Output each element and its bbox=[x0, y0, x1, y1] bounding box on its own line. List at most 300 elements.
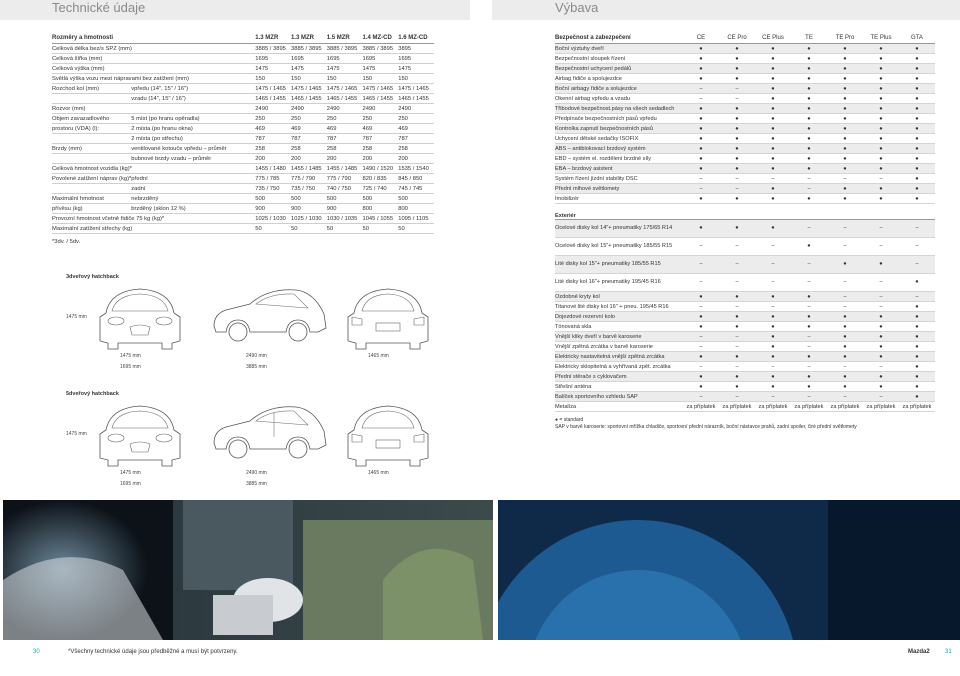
spec-value: 50 bbox=[362, 224, 398, 234]
legend-standard: ● = standard bbox=[555, 417, 584, 423]
feature-row bbox=[555, 220, 935, 238]
feature-value: – bbox=[827, 392, 863, 402]
feature-value: ● bbox=[899, 74, 935, 84]
feature-value: ● bbox=[899, 124, 935, 134]
feature-value: – bbox=[827, 292, 863, 302]
spec-label: Objem zavazadlového bbox=[52, 114, 131, 124]
feature-label: Lité disky kol 16"+ pneumatiky 195/45 R16 bbox=[555, 274, 683, 292]
spec-value: 258 bbox=[362, 144, 398, 154]
feature-value: – bbox=[683, 94, 719, 104]
feature-value: ● bbox=[719, 104, 755, 114]
feature-value: – bbox=[863, 292, 899, 302]
feature-value: ● bbox=[791, 312, 827, 322]
feature-value: ● bbox=[791, 292, 827, 302]
feature-value: ● bbox=[827, 124, 863, 134]
spec-value: 3885 / 3895 bbox=[255, 44, 291, 54]
feature-value: za příplatek bbox=[755, 402, 791, 412]
feature-row bbox=[555, 44, 935, 54]
dim-rear-track: 1465 mm bbox=[368, 353, 389, 359]
header-title-right: Výbava bbox=[555, 0, 599, 15]
spec-value: 1025 / 1030 bbox=[291, 214, 327, 224]
feature-value: ● bbox=[791, 94, 827, 104]
feature-value: ● bbox=[899, 392, 935, 402]
feature-label: Boční airbagy řidiče a solujezdce bbox=[555, 84, 683, 94]
feature-row bbox=[555, 54, 935, 64]
spec-value: 150 bbox=[291, 74, 327, 84]
feature-label: Balíček sportovního vzhledu SAP bbox=[555, 392, 683, 402]
section-header-equipment bbox=[492, 0, 960, 20]
feature-value: – bbox=[827, 302, 863, 312]
spec-label: Rozchod kol (mm) bbox=[52, 84, 131, 94]
legend-sap: SAP v barvě karoserie: sportovní mřížka chladiče, sportovní přední nárazník, boční nástavce prahů, zadní spoiler, čiré přední světlomety bbox=[555, 424, 857, 430]
feature-value: – bbox=[791, 184, 827, 194]
feature-value: ● bbox=[755, 352, 791, 362]
spec-value: 258 bbox=[255, 144, 291, 154]
feature-value: ● bbox=[827, 144, 863, 154]
feature-value: – bbox=[863, 302, 899, 312]
feature-value: ● bbox=[683, 104, 719, 114]
feature-label: Systém řízení jízdní stability DSC bbox=[555, 174, 683, 184]
spec-value: 469 bbox=[362, 124, 398, 134]
feature-value: ● bbox=[863, 184, 899, 194]
dim-length: 3885 mm bbox=[246, 481, 267, 487]
feature-value: ● bbox=[755, 164, 791, 174]
feature-value: ● bbox=[719, 134, 755, 144]
feature-value: ● bbox=[683, 164, 719, 174]
feature-value: ● bbox=[683, 64, 719, 74]
feature-value: ● bbox=[863, 94, 899, 104]
photo-cars-night bbox=[3, 500, 493, 640]
feature-value: ● bbox=[683, 382, 719, 392]
spec-sublabel: 5 míst (po hranu opěradla) bbox=[131, 114, 255, 124]
feature-value: ● bbox=[899, 362, 935, 372]
spec-value: 150 bbox=[362, 74, 398, 84]
feature-value: – bbox=[719, 342, 755, 352]
feature-value: ● bbox=[899, 144, 935, 154]
feature-value: za příplatek bbox=[791, 402, 827, 412]
spec-value: 725 / 740 bbox=[362, 184, 398, 194]
spec-value: 1465 / 1455 bbox=[291, 94, 327, 104]
feature-value: ● bbox=[683, 372, 719, 382]
feature-value: ● bbox=[863, 382, 899, 392]
feature-value: – bbox=[683, 342, 719, 352]
feature-label: Boční výztuhy dveří bbox=[555, 44, 683, 54]
features-table bbox=[555, 33, 935, 412]
feature-value: ● bbox=[791, 44, 827, 54]
feature-row bbox=[555, 194, 935, 204]
spec-value: 150 bbox=[398, 74, 434, 84]
feature-row bbox=[555, 144, 935, 154]
feature-value: – bbox=[899, 256, 935, 274]
spec-value: 2490 bbox=[291, 104, 327, 114]
dim-height: 1475 mm bbox=[66, 431, 87, 437]
spec-value: 500 bbox=[291, 194, 327, 204]
feature-value: ● bbox=[827, 164, 863, 174]
feature-row bbox=[555, 332, 935, 342]
feature-value: – bbox=[791, 392, 827, 402]
spec-value: 258 bbox=[291, 144, 327, 154]
feature-value: ● bbox=[755, 342, 791, 352]
spec-sublabel: ventilované kotouče vpředu – průměr bbox=[131, 144, 255, 154]
feature-value: ● bbox=[899, 382, 935, 392]
spec-value: 820 / 835 bbox=[362, 174, 398, 184]
feature-label: Vnější zpětná zrcátka v barvě karoserie bbox=[555, 342, 683, 352]
spec-value: 2490 bbox=[255, 104, 291, 114]
dim-front-track: 1475 mm bbox=[120, 470, 141, 476]
feature-value: ● bbox=[755, 194, 791, 204]
feature-row bbox=[555, 392, 935, 402]
feature-label: Ocelové disky kol 14"+ pneumatiky 175/65 R14 bbox=[555, 220, 683, 238]
spec-sublabel: 2 místa (po střechu) bbox=[131, 134, 255, 144]
feature-value: – bbox=[899, 220, 935, 238]
spec-label: Maximální zatížení střechy (kg) bbox=[52, 224, 255, 234]
feature-label: Ozdobné kryty kol bbox=[555, 292, 683, 302]
feature-value: ● bbox=[755, 382, 791, 392]
spec-label bbox=[52, 184, 131, 194]
spec-value: 775 / 785 bbox=[255, 174, 291, 184]
feature-value: ● bbox=[863, 84, 899, 94]
spec-value: 1490 / 1520 bbox=[362, 164, 398, 174]
feature-label: Dojezdové rezervní kolo bbox=[555, 312, 683, 322]
feature-value: ● bbox=[683, 74, 719, 84]
spec-value: 1475 / 1465 bbox=[362, 84, 398, 94]
dim-wheelbase: 2490 mm bbox=[246, 470, 267, 476]
feature-value: ● bbox=[683, 44, 719, 54]
feature-value: ● bbox=[827, 84, 863, 94]
feature-label: Tónovaná skla bbox=[555, 322, 683, 332]
spec-value: 1455 / 1485 bbox=[327, 164, 363, 174]
spec-value: 200 bbox=[291, 154, 327, 164]
feature-value: ● bbox=[683, 194, 719, 204]
feature-value: – bbox=[791, 174, 827, 184]
feature-value: – bbox=[683, 362, 719, 372]
feature-value: – bbox=[683, 238, 719, 256]
feature-row bbox=[555, 114, 935, 124]
feature-value: – bbox=[827, 220, 863, 238]
spec-value: 787 bbox=[398, 134, 434, 144]
feature-value: – bbox=[755, 174, 791, 184]
feature-value: ● bbox=[755, 84, 791, 94]
spec-row bbox=[52, 144, 434, 154]
spec-value: 1465 / 1455 bbox=[327, 94, 363, 104]
photo-blue-light bbox=[498, 500, 960, 640]
feature-value: ● bbox=[755, 154, 791, 164]
spec-sublabel: zadní bbox=[131, 184, 255, 194]
spec-value: 500 bbox=[255, 194, 291, 204]
spec-label bbox=[52, 134, 131, 144]
spec-value: 787 bbox=[327, 134, 363, 144]
spec-value: 735 / 750 bbox=[255, 184, 291, 194]
features-title: Bezpečnost a zabezpečení bbox=[555, 33, 683, 44]
spec-value: 775 / 790 bbox=[327, 174, 363, 184]
feature-value: ● bbox=[719, 164, 755, 174]
spec-row bbox=[52, 64, 434, 74]
feature-row bbox=[555, 352, 935, 362]
spec-value: 1695 bbox=[291, 54, 327, 64]
spec-value: 250 bbox=[255, 114, 291, 124]
feature-value: – bbox=[863, 238, 899, 256]
feature-value: ● bbox=[719, 194, 755, 204]
spec-sublabel: brzděný (sklon 12 %) bbox=[131, 204, 255, 214]
feature-value: ● bbox=[719, 322, 755, 332]
feature-value: – bbox=[755, 362, 791, 372]
feature-value: – bbox=[899, 238, 935, 256]
trim-col: TE Pro bbox=[827, 33, 863, 44]
feature-value: ● bbox=[899, 274, 935, 292]
spec-col: 1.3 MZR bbox=[255, 33, 291, 44]
spec-value: 50 bbox=[398, 224, 434, 234]
feature-value: ● bbox=[791, 104, 827, 114]
feature-label: Ocelové disky kol 15"+ pneumatiky 185/55 R15 bbox=[555, 238, 683, 256]
feature-value: – bbox=[755, 238, 791, 256]
spec-row bbox=[52, 124, 434, 134]
spec-value: 787 bbox=[291, 134, 327, 144]
feature-value: ● bbox=[899, 352, 935, 362]
feature-label: Třibodové bezpečnost.pásy na všech sedadlech bbox=[555, 104, 683, 114]
feature-row bbox=[555, 238, 935, 256]
feature-value: – bbox=[683, 274, 719, 292]
feature-value: ● bbox=[719, 312, 755, 322]
section-header-technical bbox=[0, 0, 470, 20]
feature-value: ● bbox=[863, 64, 899, 74]
feature-value: ● bbox=[899, 302, 935, 312]
feature-value: – bbox=[719, 392, 755, 402]
spec-col: 1.3 MZR bbox=[291, 33, 327, 44]
feature-row bbox=[555, 174, 935, 184]
feature-value: ● bbox=[719, 220, 755, 238]
feature-row bbox=[555, 322, 935, 332]
feature-value: – bbox=[791, 274, 827, 292]
feature-value: ● bbox=[755, 322, 791, 332]
feature-row bbox=[555, 302, 935, 312]
feature-value: ● bbox=[683, 154, 719, 164]
feature-value: ● bbox=[863, 372, 899, 382]
feature-value: za příplatek bbox=[719, 402, 755, 412]
spec-value: 500 bbox=[327, 194, 363, 204]
dim-rear-track: 1465 mm bbox=[368, 470, 389, 476]
spec-value: 1695 bbox=[362, 54, 398, 64]
feature-value: – bbox=[683, 332, 719, 342]
feature-value: – bbox=[683, 392, 719, 402]
feature-label: Lité disky kol 15"+ pneumatiky 185/55 R15 bbox=[555, 256, 683, 274]
feature-value: ● bbox=[899, 84, 935, 94]
spec-value: 3885 / 3895 bbox=[362, 44, 398, 54]
feature-label: EBD – systém el. rozdělení brzdné síly bbox=[555, 154, 683, 164]
feature-value: ● bbox=[791, 238, 827, 256]
spec-value: 1695 bbox=[255, 54, 291, 64]
feature-value: ● bbox=[719, 124, 755, 134]
feature-value: ● bbox=[827, 94, 863, 104]
feature-value: – bbox=[719, 94, 755, 104]
feature-value: – bbox=[827, 174, 863, 184]
feature-value: ● bbox=[863, 164, 899, 174]
diagram-label-5door: 5dveřový hatchback bbox=[66, 391, 119, 397]
feature-value: ● bbox=[755, 134, 791, 144]
feature-value: – bbox=[719, 84, 755, 94]
spec-value: 1475 bbox=[327, 64, 363, 74]
trim-col: CE Pro bbox=[719, 33, 755, 44]
page-number-left: 30 bbox=[33, 649, 40, 655]
spec-value: 3895 bbox=[398, 44, 434, 54]
feature-value: ● bbox=[791, 322, 827, 332]
feature-row bbox=[555, 184, 935, 194]
feature-value: ● bbox=[755, 312, 791, 322]
spec-label: Povolené zatížení náprav (kg)* bbox=[52, 175, 132, 182]
feature-value: ● bbox=[719, 44, 755, 54]
feature-row bbox=[555, 104, 935, 114]
spec-row bbox=[52, 134, 434, 144]
feature-value: ● bbox=[755, 94, 791, 104]
spec-value: 1535 / 1540 bbox=[398, 164, 434, 174]
spec-value: 250 bbox=[327, 114, 363, 124]
feature-value: ● bbox=[827, 104, 863, 114]
feature-value: ● bbox=[791, 84, 827, 94]
spec-value: 469 bbox=[255, 124, 291, 134]
spec-value: 469 bbox=[327, 124, 363, 134]
feature-row bbox=[555, 134, 935, 144]
feature-value: ● bbox=[791, 74, 827, 84]
feature-value: ● bbox=[755, 144, 791, 154]
feature-value: ● bbox=[863, 154, 899, 164]
feature-value: – bbox=[863, 174, 899, 184]
spec-value: 200 bbox=[255, 154, 291, 164]
car-front-view bbox=[92, 400, 188, 468]
feature-value: ● bbox=[827, 114, 863, 124]
spec-value: 787 bbox=[362, 134, 398, 144]
spec-col: 1.4 MZ-CD bbox=[362, 33, 398, 44]
spec-label: Celková výška (mm) bbox=[52, 64, 255, 74]
feature-value: ● bbox=[899, 194, 935, 204]
feature-row bbox=[555, 74, 935, 84]
spec-label: Brzdy (mm) bbox=[52, 144, 131, 154]
feature-value: ● bbox=[899, 164, 935, 174]
spec-value: 900 bbox=[327, 204, 363, 214]
feature-label: Elektricky nastavitelná vnější zpětná zrcátka bbox=[555, 352, 683, 362]
feature-value: ● bbox=[863, 54, 899, 64]
feature-value: ● bbox=[863, 352, 899, 362]
feature-value: za příplatek bbox=[683, 402, 719, 412]
feature-value: ● bbox=[791, 194, 827, 204]
spec-sublabel: přední bbox=[131, 174, 255, 184]
feature-row bbox=[555, 154, 935, 164]
spec-value: 735 / 750 bbox=[291, 184, 327, 194]
feature-value: – bbox=[827, 238, 863, 256]
spec-value: 900 bbox=[291, 204, 327, 214]
feature-value: ● bbox=[827, 184, 863, 194]
spec-value: 1455 / 1480 bbox=[255, 164, 291, 174]
feature-value: za příplatek bbox=[863, 402, 899, 412]
spec-value: 2490 bbox=[362, 104, 398, 114]
spec-label: Provozní hmotnost včetně řidiče 75 kg (kg)* bbox=[52, 214, 255, 224]
feature-value: ● bbox=[899, 322, 935, 332]
feature-value: ● bbox=[791, 144, 827, 154]
spec-value: 2490 bbox=[398, 104, 434, 114]
spec-row bbox=[52, 164, 434, 174]
spec-value: 1455 / 1485 bbox=[291, 164, 327, 174]
feature-value: ● bbox=[899, 134, 935, 144]
feature-value: – bbox=[755, 274, 791, 292]
spec-value: 500 bbox=[362, 194, 398, 204]
feature-label: Kontrolka zapnutí bezpečnostních pásů bbox=[555, 124, 683, 134]
spec-value: 1025 / 1030 bbox=[255, 214, 291, 224]
feature-value: ● bbox=[899, 94, 935, 104]
spec-value: 1475 bbox=[291, 64, 327, 74]
spec-value: 845 / 850 bbox=[398, 174, 434, 184]
spec-row bbox=[52, 44, 434, 54]
spec-sublabel: nebrzděný bbox=[131, 194, 255, 204]
spec-value: 150 bbox=[255, 74, 291, 84]
spec-value: 150 bbox=[327, 74, 363, 84]
feature-value: ● bbox=[683, 134, 719, 144]
feature-row bbox=[555, 382, 935, 392]
feature-row bbox=[555, 342, 935, 352]
feature-value: ● bbox=[863, 312, 899, 322]
feature-value: ● bbox=[863, 124, 899, 134]
feature-value: ● bbox=[827, 44, 863, 54]
spec-value: 800 bbox=[362, 204, 398, 214]
feature-value: ● bbox=[899, 332, 935, 342]
feature-value: ● bbox=[827, 352, 863, 362]
feature-label: Bezpečnostní sloupek řízení bbox=[555, 54, 683, 64]
feature-value: ● bbox=[827, 332, 863, 342]
spec-row bbox=[52, 184, 434, 194]
spec-value: 3885 / 3895 bbox=[291, 44, 327, 54]
feature-value: – bbox=[791, 332, 827, 342]
spec-row bbox=[52, 204, 434, 214]
spec-value: 1045 / 1055 bbox=[362, 214, 398, 224]
feature-value: ● bbox=[791, 134, 827, 144]
feature-value: ● bbox=[755, 44, 791, 54]
feature-value: ● bbox=[683, 292, 719, 302]
spec-row bbox=[52, 174, 434, 184]
feature-label: Metalíza bbox=[555, 402, 683, 412]
spec-label bbox=[52, 154, 131, 164]
feature-value: ● bbox=[755, 54, 791, 64]
spec-value: 1475 / 1465 bbox=[327, 84, 363, 94]
feature-value: ● bbox=[899, 64, 935, 74]
feature-value: ● bbox=[899, 44, 935, 54]
spec-value: 250 bbox=[291, 114, 327, 124]
feature-value: ● bbox=[863, 144, 899, 154]
feature-value: ● bbox=[791, 154, 827, 164]
spec-value: 500 bbox=[398, 194, 434, 204]
feature-value: ● bbox=[683, 220, 719, 238]
feature-value: ● bbox=[863, 342, 899, 352]
car-side-view bbox=[210, 284, 330, 346]
feature-value: ● bbox=[863, 44, 899, 54]
spec-value: 50 bbox=[291, 224, 327, 234]
spec-value: 740 / 750 bbox=[327, 184, 363, 194]
section-title-exterior: Exteriér bbox=[555, 204, 935, 220]
feature-value: – bbox=[791, 362, 827, 372]
spec-value: 800 bbox=[398, 204, 434, 214]
feature-value: – bbox=[683, 174, 719, 184]
dim-length: 3885 mm bbox=[246, 364, 267, 370]
legend bbox=[555, 417, 857, 431]
feature-value: ● bbox=[863, 104, 899, 114]
feature-row bbox=[555, 312, 935, 322]
feature-value: ● bbox=[899, 312, 935, 322]
spec-value: 250 bbox=[362, 114, 398, 124]
feature-label: EBA – brzdový asistent bbox=[555, 164, 683, 174]
feature-value: ● bbox=[863, 74, 899, 84]
feature-value: ● bbox=[899, 104, 935, 114]
feature-value: ● bbox=[683, 124, 719, 134]
spec-label: přívěsu (kg) bbox=[52, 204, 131, 214]
spec-value: 1475 bbox=[362, 64, 398, 74]
trim-col: TE bbox=[791, 33, 827, 44]
feature-value: ● bbox=[719, 352, 755, 362]
